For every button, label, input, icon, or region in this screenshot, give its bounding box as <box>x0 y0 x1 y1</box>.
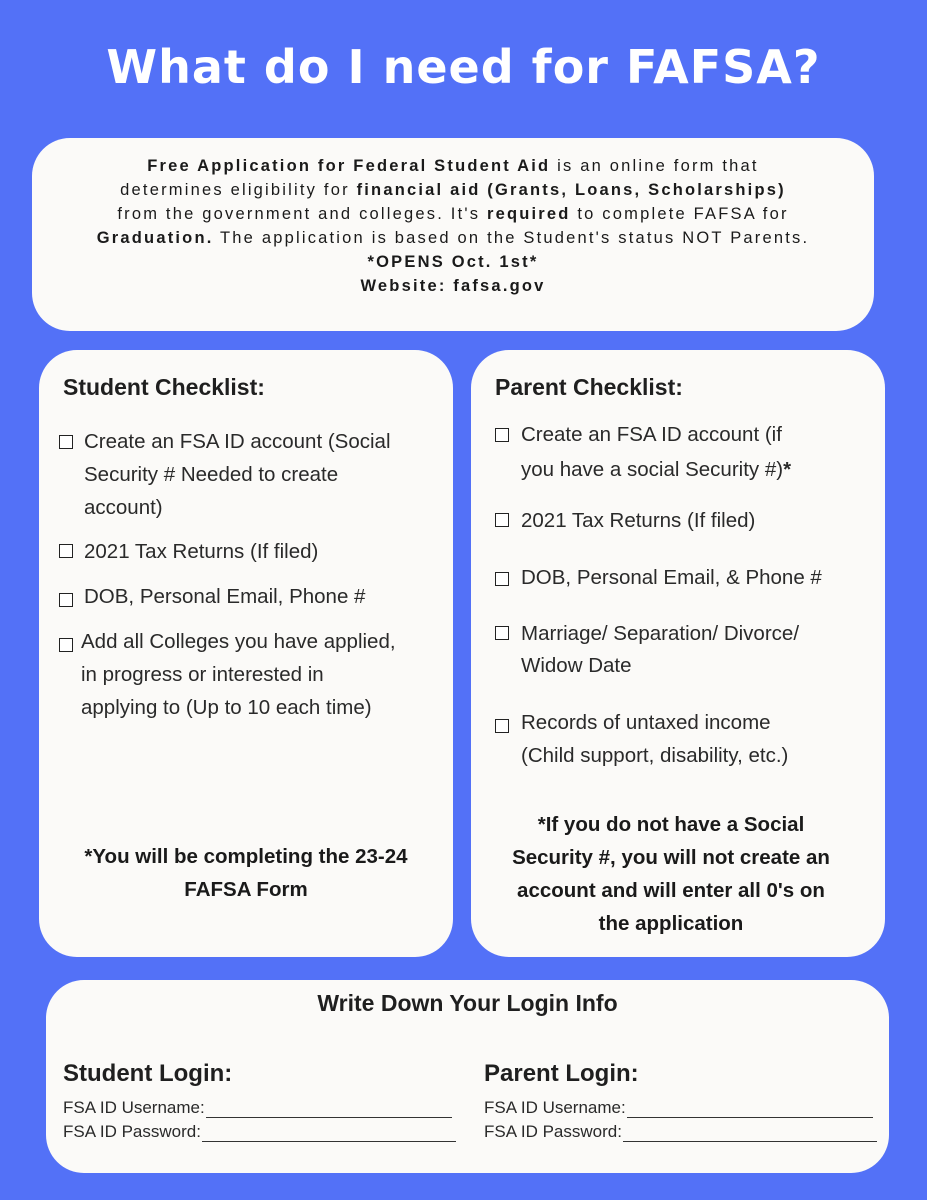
student-checklist-title: Student Checklist: <box>63 374 265 400</box>
intro-line-3 <box>32 202 874 226</box>
note-line: Security #, you will not create an <box>512 846 830 869</box>
item-text: 2021 Tax Returns (If filed) <box>84 540 319 563</box>
checkbox[interactable] <box>495 428 509 442</box>
item-text: Marriage/ Separation/ Divorce/ <box>521 622 800 645</box>
write-line[interactable] <box>623 1126 877 1142</box>
intro-text: determines eligibility for <box>120 181 357 199</box>
item-text: account) <box>84 496 163 519</box>
login-info-card <box>46 980 889 1173</box>
student-username-field[interactable] <box>63 1098 452 1118</box>
intro-text: to complete FAFSA for <box>570 205 789 223</box>
note-line: *You will be completing the 23-24 <box>84 845 408 868</box>
parent-checklist-card <box>471 350 885 957</box>
intro-bold: Free Application for Federal Student Aid <box>147 157 551 175</box>
item-text: 2021 Tax Returns (If filed) <box>521 509 756 532</box>
student-checklist-card <box>39 350 453 957</box>
intro-line-2 <box>32 178 874 202</box>
student-login-heading: Student Login: <box>63 1060 233 1087</box>
write-line[interactable] <box>202 1126 456 1142</box>
intro-line-4 <box>32 226 874 250</box>
field-label: FSA ID Username: <box>63 1098 205 1117</box>
item-text: Records of untaxed income <box>521 711 771 734</box>
checkbox[interactable] <box>59 435 73 449</box>
write-line[interactable] <box>206 1102 452 1118</box>
item-text: Create an FSA ID account (Social <box>84 430 391 453</box>
parent-password-field[interactable] <box>484 1122 877 1142</box>
intro-text: The application is based on the Student's status NOT Parents. <box>213 229 810 247</box>
item-text-line <box>521 453 791 486</box>
item-text: DOB, Personal Email, & Phone # <box>521 566 822 589</box>
field-label: FSA ID Username: <box>484 1098 626 1117</box>
intro-bold: Graduation. <box>96 229 214 247</box>
intro-bold: financial aid (Grants, Loans, Scholarships) <box>356 181 786 199</box>
intro-text: from the government and colleges. It's <box>117 205 487 223</box>
note-line: account and will enter all 0's on <box>517 879 825 902</box>
checkbox[interactable] <box>495 626 509 640</box>
checkbox[interactable] <box>495 572 509 586</box>
write-line[interactable] <box>627 1102 873 1118</box>
list-item <box>39 625 453 725</box>
item-text: you have a social Security #) <box>521 458 784 481</box>
note-line: *If you do not have a Social <box>537 813 805 836</box>
list-item <box>39 425 453 525</box>
parent-username-field[interactable] <box>484 1098 873 1118</box>
asterisk: * <box>783 458 792 481</box>
note-line: FAFSA Form <box>184 878 308 901</box>
intro-line-1 <box>32 154 874 178</box>
list-item <box>39 535 453 568</box>
list-item <box>471 561 885 594</box>
login-info-title: Write Down Your Login Info <box>317 990 618 1016</box>
item-text: Add all Colleges you have applied, <box>81 630 396 653</box>
checkbox[interactable] <box>495 513 509 527</box>
field-label: FSA ID Password: <box>63 1122 201 1141</box>
item-text: Widow Date <box>521 654 632 677</box>
list-item <box>471 617 885 683</box>
intro-card <box>32 138 874 331</box>
opens-date-text: *OPENS Oct. 1st* <box>367 253 539 271</box>
student-password-field[interactable] <box>63 1122 456 1142</box>
item-text: in progress or interested in <box>81 663 324 686</box>
list-item <box>471 706 885 772</box>
student-note <box>39 840 453 906</box>
list-item <box>471 418 885 488</box>
parent-note <box>471 808 871 940</box>
item-text: Create an FSA ID account (if <box>521 423 782 446</box>
parent-login-heading: Parent Login: <box>484 1060 639 1087</box>
field-label: FSA ID Password: <box>484 1122 622 1141</box>
website-line <box>32 274 874 298</box>
note-line: the application <box>598 912 744 935</box>
checkbox[interactable] <box>59 593 73 607</box>
list-item <box>471 504 885 537</box>
item-text: DOB, Personal Email, Phone # <box>84 585 366 608</box>
checkbox[interactable] <box>59 544 73 558</box>
opens-date <box>32 250 874 274</box>
intro-text: is an online form that <box>550 157 759 175</box>
item-text: Security # Needed to create <box>84 463 339 486</box>
intro-bold: required <box>486 205 571 223</box>
list-item <box>39 580 453 613</box>
parent-checklist-title: Parent Checklist: <box>495 374 683 400</box>
page-title: What do I need for FAFSA? <box>106 40 821 94</box>
item-text: applying to (Up to 10 each time) <box>81 696 372 719</box>
checkbox[interactable] <box>59 638 73 652</box>
checkbox[interactable] <box>495 719 509 733</box>
website-link[interactable]: Website: fafsa.gov <box>360 277 546 295</box>
item-text: (Child support, disability, etc.) <box>521 744 789 767</box>
